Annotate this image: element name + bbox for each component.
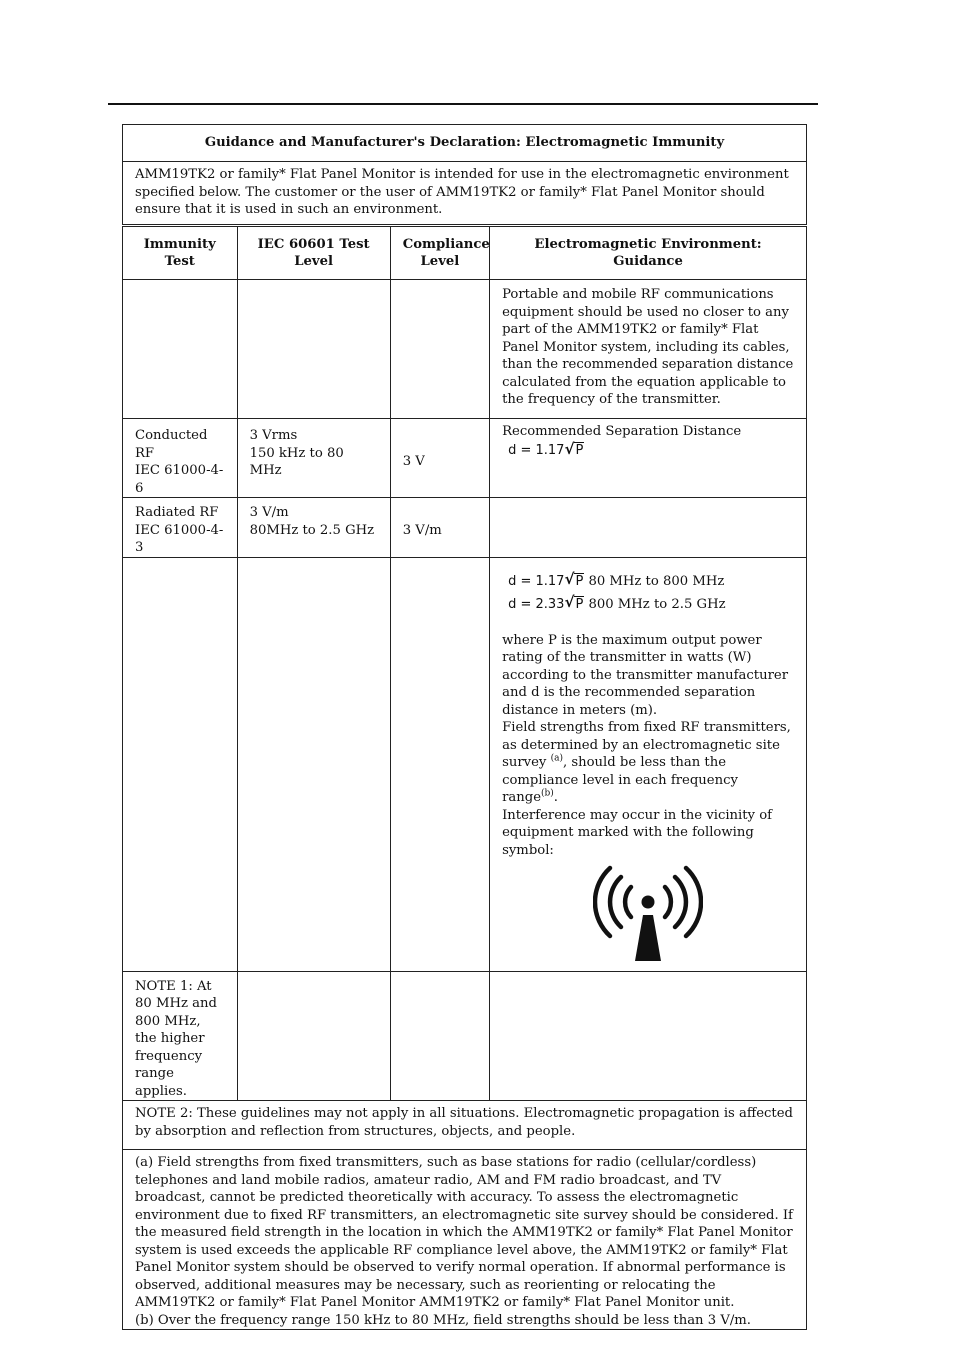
formula-arg: P <box>575 442 584 458</box>
formula-prefix: d = 2.33 <box>508 596 565 612</box>
formula-800-2500 <box>502 593 794 616</box>
conducted-level: 3 Vrms <box>249 428 298 443</box>
radiated-compliance: 3 V/m <box>390 498 489 558</box>
radiated-test-standard: IEC 61000-4-3 <box>135 522 224 555</box>
table-row <box>123 280 807 419</box>
empty-cell <box>123 557 238 971</box>
empty-cell <box>237 557 390 971</box>
formula-guidance-cell <box>490 557 807 971</box>
conducted-formula <box>502 441 794 461</box>
note-1: NOTE 1: At 80 MHz and 800 MHz, the higher frequency range applies. <box>123 971 238 1101</box>
sqrt-symbol: √ P <box>564 439 584 458</box>
empty-cell <box>237 971 390 1101</box>
footnote-ref-a: (a) <box>550 753 563 764</box>
conducted-test-name: Conducted RF <box>135 428 208 461</box>
empty-cell <box>490 971 807 1101</box>
note-2: NOTE 2: These guidelines may not apply in all situations. Electromagnetic propagation is affected by absorption and reflection from structures, objects, and people. <box>123 1101 807 1150</box>
conducted-compliance: 3 V <box>390 419 489 498</box>
formula-arg: P <box>575 596 584 612</box>
empty-cell <box>237 280 390 419</box>
field-strength-text <box>502 719 794 807</box>
radiated-test-cell <box>123 498 238 558</box>
table-row <box>123 1101 807 1150</box>
conducted-level-cell <box>237 419 390 498</box>
field-text-part: . <box>553 790 558 805</box>
header-test-level: IEC 60601 Test Level <box>237 226 390 280</box>
footnotes <box>123 1150 807 1330</box>
formula-prefix: d = 1.17 <box>508 442 565 458</box>
formula-arg: P <box>575 573 584 589</box>
formula-range: 800 MHz to 2.5 GHz <box>588 596 726 612</box>
conducted-test-standard: IEC 61000-4-6 <box>135 463 224 496</box>
interference-text: Interference may occur in the vicinity of equipment marked with the following symbol: <box>502 807 773 858</box>
header-compliance-level: Compliance Level <box>390 226 489 280</box>
conducted-test-cell <box>123 419 238 498</box>
radiated-test-name: Radiated RF <box>135 505 219 520</box>
footnote-a: (a) Field strengths from fixed transmitters, such as base stations for radio (cellular/cordless) telephones and land mobile radios, amateur radio, AM and FM radio broadcast, and TV broadcast, cannot be predicted theoretically with accuracy. To assess the electromagnetic environment due to fixed RF transmitters, an electromagnetic site survey should be considered. If the measured field strength in the location in which the AMM19TK2 or family* Flat Panel Monitor system is used exceeds the applicable RF compliance level above, the AMM19TK2 or family* Flat Panel Monitor system should be observed to verify normal operation. If abnormal performance is observed, additional measures may be necessary, such as reorienting or relocating the AMM19TK2 or family* Flat Panel Monitor AMM19TK2 or family* Flat Panel Monitor unit. <box>135 1155 793 1310</box>
table-row <box>123 419 807 498</box>
empty-cell <box>490 498 807 558</box>
portable-guidance: Portable and mobile RF communications equipment should be used no closer to any part of the AMM19TK2 or family* Flat Panel Monitor system, including its cables, than the recommended separation distance calculated from the equation applicable to the frequency of the transmitter. <box>490 280 807 419</box>
formula-range: 80 MHz to 800 MHz <box>588 573 725 589</box>
footnote-ref-b: (b) <box>541 788 554 799</box>
radiated-range: 80MHz to 2.5 GHz <box>249 522 375 538</box>
intro-text: AMM19TK2 or family* Flat Panel Monitor is intended for use in the electromagnetic environment specified below. The customer or the user of AMM19TK2 or family* Flat Panel Monitor should ensure that it is used in such an environment. <box>123 162 807 226</box>
empty-cell <box>123 280 238 419</box>
header-rule <box>108 103 818 105</box>
separation-distance-heading: Recommended Separation Distance <box>502 424 742 439</box>
table-row <box>123 971 807 1101</box>
emc-immunity-table <box>122 124 807 1330</box>
empty-cell <box>390 280 489 419</box>
formula-prefix: d = 1.17 <box>508 573 565 589</box>
field-text-part: , should be less than the compliance level in each frequency range <box>502 755 738 805</box>
where-text: where P is the maximum output power rating of the transmitter in watts (W) according to the transmitter manufacturer and d is the recommended separation distance in meters (m). <box>502 632 789 718</box>
table-row <box>123 1150 807 1330</box>
empty-cell <box>390 557 489 971</box>
table-title: Guidance and Manufacturer's Declaration: Electromagnetic Immunity <box>123 125 807 162</box>
conducted-range: 150 kHz to 80 MHz <box>249 445 344 478</box>
field-text-part: Field strengths from fixed RF transmitters, as determined by an electromagnetic site survey <box>502 720 791 770</box>
table-row <box>123 498 807 558</box>
footnote-b: (b) Over the frequency range 150 kHz to 80 MHz, field strengths should be less than 3 V/m. <box>135 1312 751 1328</box>
header-immunity-test: Immunity Test <box>123 226 238 280</box>
sqrt-symbol: √ P <box>564 592 584 612</box>
radiated-level-cell <box>237 498 390 558</box>
table-row <box>123 557 807 971</box>
sqrt-symbol: √ P <box>564 569 584 589</box>
conducted-guidance-cell <box>490 419 807 498</box>
non-ionizing-radiation-icon <box>593 865 703 965</box>
header-guidance: Electromagnetic Environment: Guidance <box>490 226 807 280</box>
radiated-level: 3 V/m <box>249 505 289 520</box>
empty-cell <box>390 971 489 1101</box>
formula-80-800 <box>502 570 794 593</box>
